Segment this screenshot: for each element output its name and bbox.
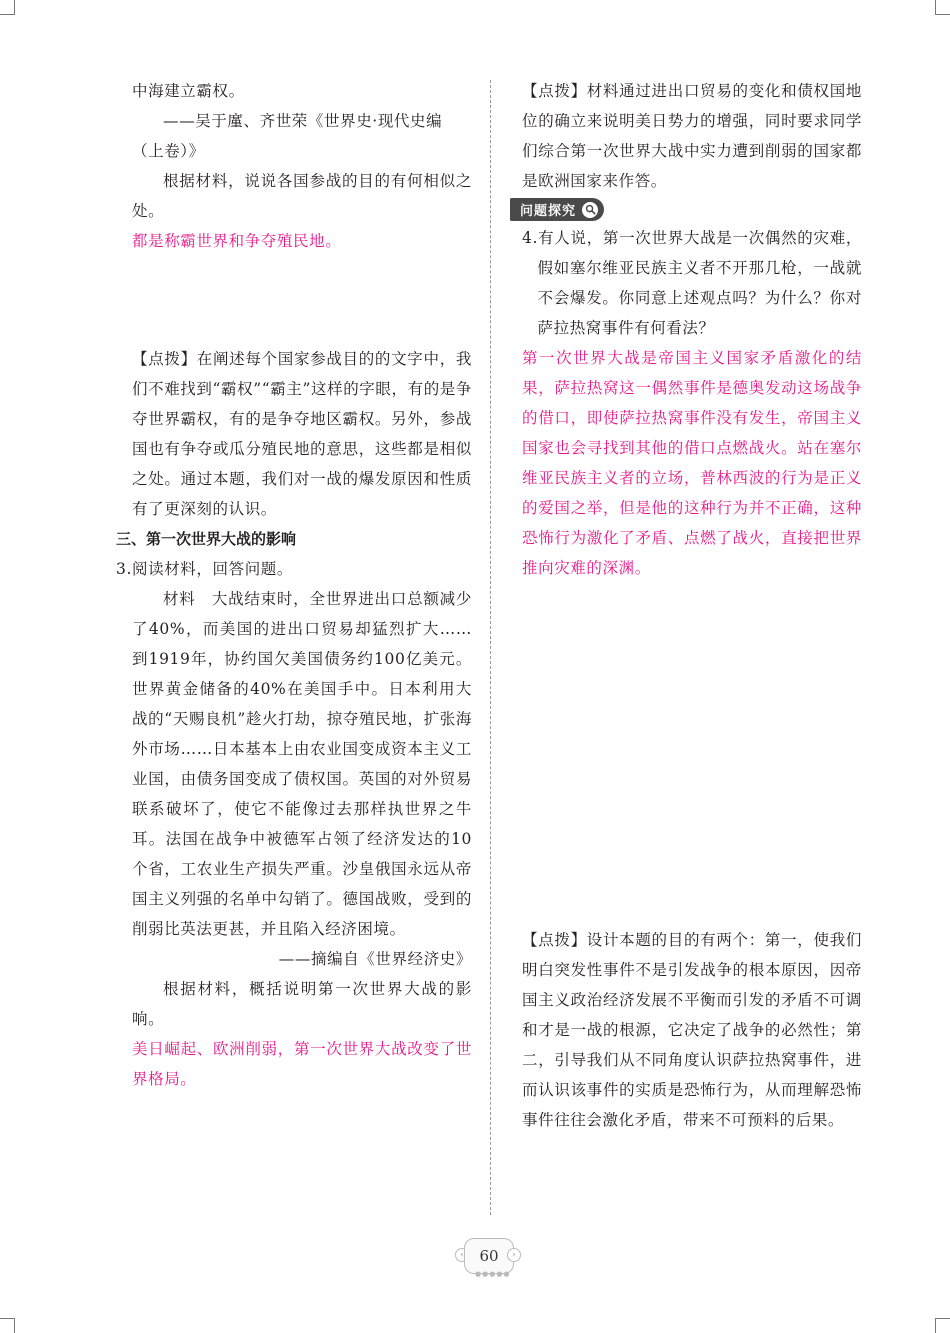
question-4-prompt: 4.有人说，第一次世界大战是一次偶然的灾难，假如塞尔维亚民族主义者不开那几枪，一战就不会爆发。你同意上述观点吗？为什么？你对萨拉热窝事件有何看法？ xyxy=(522,229,862,337)
chevron-left-icon: ‹ xyxy=(455,1248,469,1262)
page-number: 60 xyxy=(464,1238,514,1274)
section-badge-label: 问题探究 xyxy=(520,204,577,219)
magnifier-icon xyxy=(582,202,598,218)
source-citation xyxy=(132,106,472,136)
answer-3: 美日崛起、欧洲削弱，第一次世界大战改变了世界格局。 xyxy=(132,1040,472,1088)
chevron-right-icon: › xyxy=(507,1248,521,1262)
crop-mark-top-left xyxy=(0,0,15,15)
tip-4: 【点拨】设计本题的目的有两个：第一，使我们明白突发性事件不是引发战争的根本原因，因帝国主义政治经济发展不平衡而引发的矛盾不可调和才是一战的根源，它决定了战争的必然性；第二，引导我们从不同角度认识萨拉热窝事件，进而认识该事件的实质是恐怖行为，从而理解恐怖事件往往会激化矛盾，带来不可预料的后果。 xyxy=(522,931,862,1129)
crop-mark-top-right xyxy=(935,0,950,15)
question-3-intro: 3.阅读材料，回答问题。 xyxy=(116,560,293,578)
answer-space xyxy=(132,256,472,344)
crop-mark-bottom-right xyxy=(935,1318,950,1333)
tip-3: 【点拨】材料通过进出口贸易的变化和债权国地位的确立来说明美日势力的增强，同时要求同学们综合第一次世界大战中实力遭到削弱的国家都是欧洲国家来作答。 xyxy=(522,82,862,190)
answer-4: 第一次世界大战是帝国主义国家矛盾激化的结果，萨拉热窝这一偶然事件是德奥发动这场战争的借口，即使萨拉热窝事件没有发生，帝国主义国家也会寻找到其他的借口点燃战火。站在塞尔维亚民族主义者的立场，普林西波的行为是正义的爱国之举，但是他的这种行为并不正确，这种恐怖行为激化了矛盾、点燃了战火，直接把世界推向灾难的深渊。 xyxy=(522,349,862,577)
page-number-badge xyxy=(455,1238,521,1280)
material-3: 材料 大战结束时，全世界进出口总额减少了40%，而美国的进出口贸易却猛烈扩大……到1919年，协约国欠美国债务约100亿美元。世界黄金储备的40%在美国手中。日本利用大战的“天赐良机”趁火打劫，掠夺殖民地，扩张海外市场……日本基本上由农业国变成资本主义工业国，由债务国变成了债权国。英国的对外贸易联系破坏了，使它不能像过去那样执世界之牛耳。法国在战争中被德军占领了经济发达的10个省，工农业生产损失严重。沙皇俄国永远从帝国主义列强的名单中勾销了。德国战败，受到的削弱比英法更甚，并且陷入经济困境。 xyxy=(132,590,472,938)
answer-space xyxy=(522,583,862,925)
source-citation-line1: ——吴于廑、齐世荣《世界史·现代史编 xyxy=(163,112,443,130)
question-2-prompt: 根据材料，说说各国参战的目的有何相似之处。 xyxy=(132,172,472,220)
intro-end-text: 中海建立霸权。 xyxy=(132,82,245,100)
tip-2: 【点拨】在阐述每个国家参战目的的文字中，我们不难找到“霸权”“霸主”这样的字眼，有的是争夺世界霸权，有的是争夺地区霸权。另外，参战国也有争夺或瓜分殖民地的意思，这些都是相似之处。通过本题，我们对一战的爆发原因和性质有了更深刻的认识。 xyxy=(132,350,472,518)
column-divider xyxy=(490,80,491,1215)
dots-decoration: ●●●●● xyxy=(475,1270,511,1278)
answer-2: 都是称霸世界和争夺殖民地。 xyxy=(132,232,342,250)
section-badge xyxy=(510,198,604,221)
section-3-heading: 三、第一次世界大战的影响 xyxy=(116,530,297,548)
material-3-source: ——摘编自《世界经济史》 xyxy=(278,950,472,968)
crop-mark-bottom-left xyxy=(0,1318,15,1333)
source-citation-line2: （上卷）》 xyxy=(132,142,205,160)
left-column xyxy=(116,76,472,1094)
question-3-prompt: 根据材料，概括说明第一次世界大战的影响。 xyxy=(132,980,472,1028)
right-column xyxy=(522,76,862,1135)
